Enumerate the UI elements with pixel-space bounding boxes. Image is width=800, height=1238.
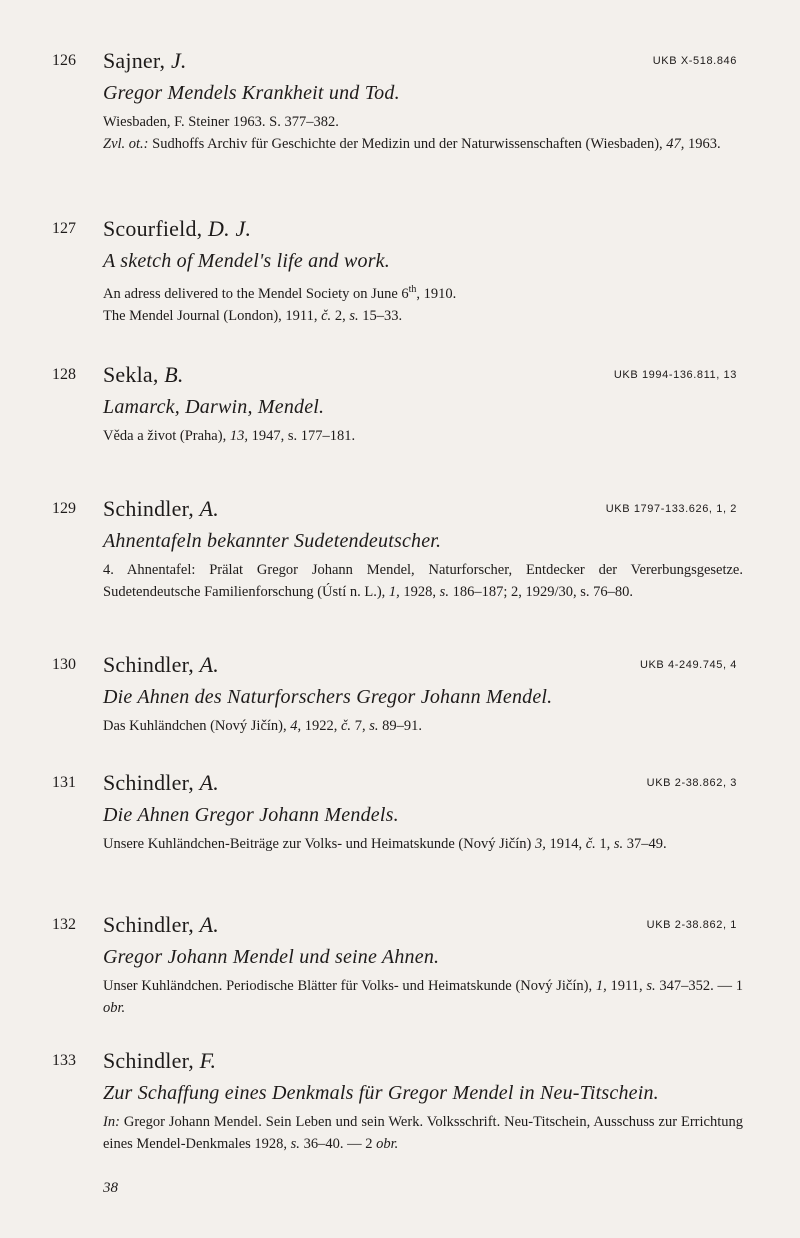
entry-title: A sketch of Mendel's life and work. xyxy=(103,250,390,272)
entry-number: 128 xyxy=(52,366,76,383)
entry-author: Sajner, J. xyxy=(103,48,187,73)
entry-details: Věda a život (Praha), 13, 1947, s. 177–181. xyxy=(103,428,356,444)
entry-number: 132 xyxy=(52,916,76,933)
call-number: UKB X-518.846 xyxy=(652,55,737,67)
page-number: 38 xyxy=(103,1180,118,1196)
call-number: UKB 1994-136.811, 13 xyxy=(613,369,737,381)
entry-title: Ahnentafeln bekannter Sudetendeutscher. xyxy=(103,530,442,552)
entry-author: Schindler, A. xyxy=(103,652,219,677)
entry-number: 127 xyxy=(52,220,76,237)
entry-title: Die Ahnen des Naturforschers Gregor Johann Mendel. xyxy=(103,686,553,708)
entry-author: Schindler, A. xyxy=(103,770,219,795)
entry-title: Lamarck, Darwin, Mendel. xyxy=(103,396,325,418)
entry-details: In: Gregor Johann Mendel. Sein Leben und sein Werk. Volksschrift. Neu-Titschein, Ausschuss zur Errichtung eines Mendel-Denkmales 1928, s. 36–40. — 2 obr. xyxy=(103,1114,743,1152)
entry-author: Schindler, A. xyxy=(103,496,219,521)
entry-author: Scourfield, D. J. xyxy=(103,216,252,241)
call-number: UKB 1797-133.626, 1, 2 xyxy=(605,503,737,515)
entry-title: Zur Schaffung eines Denkmals für Gregor Mendel in Neu-Titschein. xyxy=(103,1082,659,1104)
entry-title: Gregor Johann Mendel und seine Ahnen. xyxy=(103,946,440,968)
call-number: UKB 4-249.745, 4 xyxy=(639,659,737,671)
entry-number: 129 xyxy=(52,500,76,517)
entry-details: Unser Kuhländchen. Periodische Blätter für Volks- und Heimatskunde (Nový Jičín), 1, 1911, s. 347–352. — 1 obr. xyxy=(103,978,743,1016)
entry-details: Das Kuhländchen (Nový Jičín), 4, 1922, č. 7, s. 89–91. xyxy=(103,718,422,734)
entry-details: Wiesbaden, F. Steiner 1963. S. 377–382. Zvl. ot.: Sudhoffs Archiv für Geschichte der Medizin und der Naturwissenschaften (Wiesbaden), 47, 1963. xyxy=(103,114,721,152)
entry-number: 130 xyxy=(52,656,76,673)
entry-title: Gregor Mendels Krankheit und Tod. xyxy=(103,82,400,104)
entry-author: Schindler, A. xyxy=(103,912,219,937)
entry-details: 4. Ahnentafel: Prälat Gregor Johann Mendel, Naturforscher, Entdecker der Vererbungsgesetze. Sudetendeutsche Familienforschung (Ústí n. L.), 1, 1928, s. 186–187; 2, 1929/30, s. 76–80. xyxy=(103,562,743,600)
entry-details: Unsere Kuhländchen-Beiträge zur Volks- und Heimatskunde (Nový Jičín) 3, 1914, č. 1, s. 37–49. xyxy=(103,836,667,852)
entry-author: Sekla, B. xyxy=(103,362,184,387)
call-number: UKB 2-38.862, 1 xyxy=(646,919,737,931)
entry-number: 131 xyxy=(52,774,76,791)
call-number: UKB 2-38.862, 3 xyxy=(646,777,737,789)
entry-number: 126 xyxy=(52,52,76,69)
entry-details: An adress delivered to the Mendel Society on June 6th, 1910. The Mendel Journal (London), 1911, č. 2, s. 15–33. xyxy=(103,284,457,324)
entry-author: Schindler, F. xyxy=(103,1048,217,1073)
entry-number: 133 xyxy=(52,1052,76,1069)
entry-title: Die Ahnen Gregor Johann Mendels. xyxy=(103,804,399,826)
